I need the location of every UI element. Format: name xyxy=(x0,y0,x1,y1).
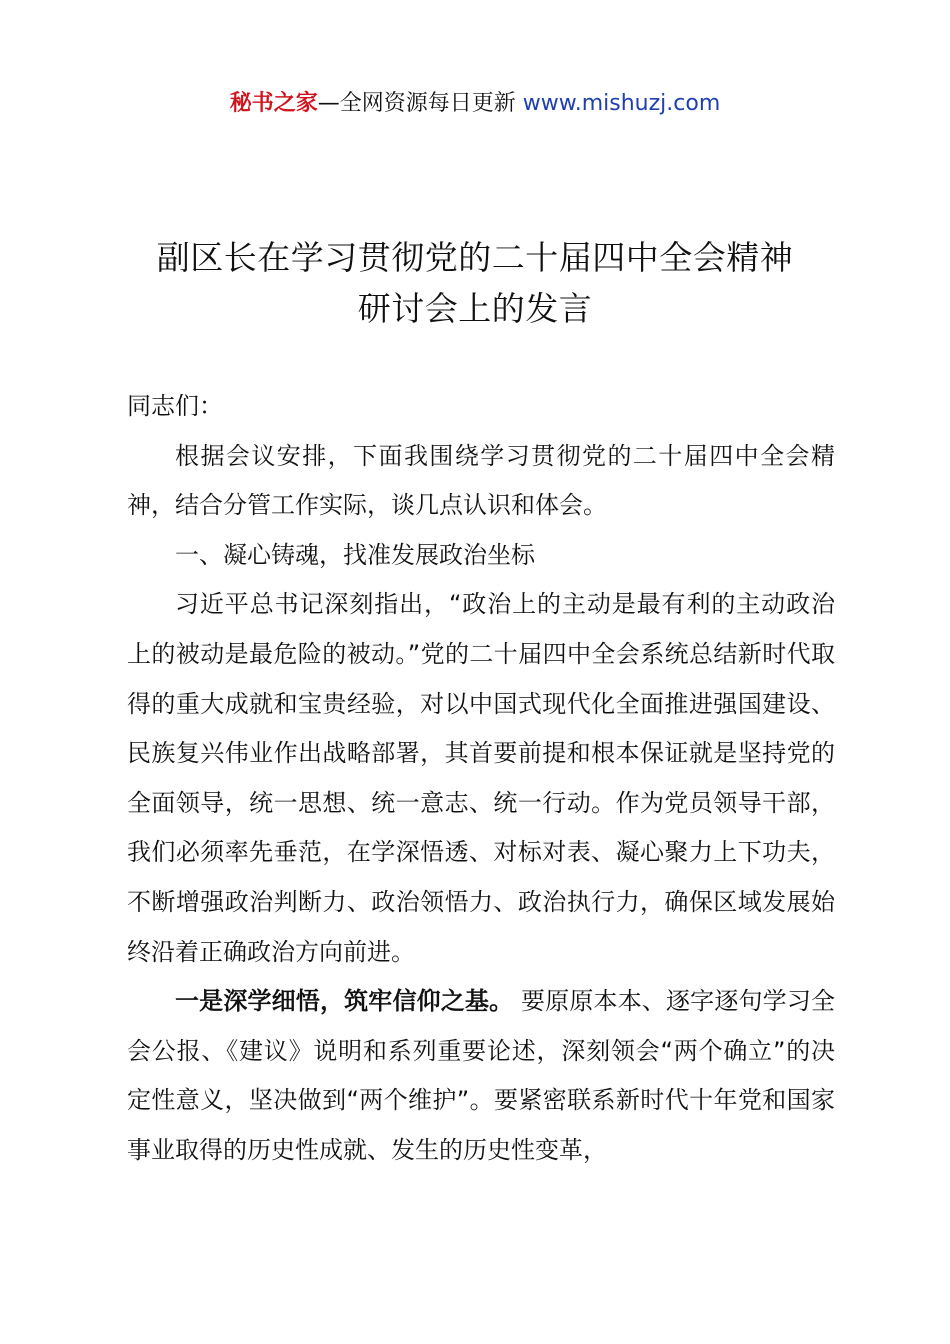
section-1-heading: 一、凝心铸魂，找准发展政治坐标 xyxy=(175,540,535,569)
site-tagline: —全网资源每日更新 xyxy=(317,91,516,116)
title-line-1: 副区长在学习贯彻党的二十届四中全会精神 xyxy=(156,238,794,277)
document-title xyxy=(60,232,890,334)
intro-paragraph: 根据会议安排，下面我围绕学习贯彻党的二十届四中全会精神，结合分管工作实际，谈几点认识和体会。 xyxy=(127,441,835,520)
section-1-paragraph: 习近平总书记深刻指出，“政治上的主动是最有利的主动政治上的被动是最危险的被动。”党的二十届四中全会系统总结新时代取得的重大成就和宝贵经验，对以中国式现代化全面推进强国建设、民族复兴伟业作出战略部署，其首要前提和根本保证就是坚持党的全面领导，统一思想、统一意志、统一行动。作为党员领导干部，我们必须率先垂范，在学深悟透、对标对表、凝心聚力上下功夫，不断增强政治判断力、政治领悟力、政治执行力，确保区域发展始终沿着正确政治方向前进。 xyxy=(127,590,835,966)
site-url-link[interactable]: www.mishuzj.com xyxy=(522,91,721,116)
site-header xyxy=(0,88,950,120)
title-line-2: 研讨会上的发言 xyxy=(357,289,593,328)
salutation: 同志们： xyxy=(127,392,223,420)
point-1-text: 要原原本本、逐字逐句学习全会公报、《建议》说明和系列重要论述，深刻领会“两个确立”的决定性意义，坚决做到“两个维护”。要紧密联系新时代十年党和国家事业取得的历史性成就、发生的历史性变革， xyxy=(127,987,835,1164)
point-1-lead: 一是深学细悟，筑牢信仰之基。 xyxy=(175,987,514,1016)
site-brand: 秘书之家 xyxy=(229,91,318,116)
point-1-paragraph xyxy=(127,977,835,1175)
document-body xyxy=(127,382,835,1176)
